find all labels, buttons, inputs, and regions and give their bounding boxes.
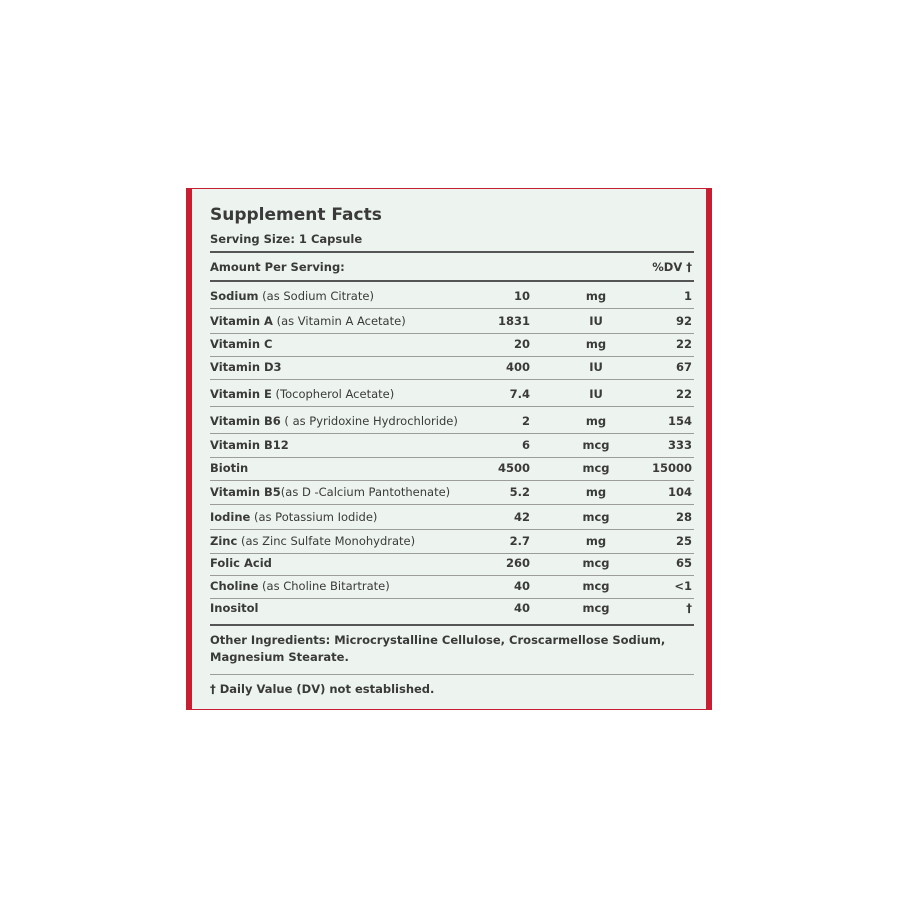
amount-header-row (210, 260, 694, 274)
nutrient-amount: 2 (521, 414, 530, 428)
nutrient-unit: mg (585, 534, 607, 548)
nutrient-name (210, 579, 390, 593)
nutrient-name (210, 314, 406, 328)
nutrient-label: Inositol (210, 601, 259, 615)
nutrient-amount: 7.4 (509, 387, 530, 401)
nutrient-daily-value: 22 (675, 387, 692, 401)
nutrient-name (210, 414, 458, 428)
nutrient-name (210, 485, 450, 499)
nutrient-unit: mcg (582, 556, 610, 570)
nutrient-label: Zinc (210, 534, 238, 548)
nutrient-name (210, 601, 259, 615)
nutrient-amount: 40 (513, 579, 530, 593)
nutrient-label: Vitamin B5 (210, 485, 281, 499)
dv-header-label: %DV † (652, 260, 692, 274)
nutrient-unit: mg (585, 485, 607, 499)
nutrient-amount: 40 (513, 601, 530, 615)
nutrient-daily-value: 104 (667, 485, 692, 499)
dv-footnote: † Daily Value (DV) not established. (210, 682, 435, 696)
nutrient-name (210, 534, 415, 548)
nutrient-name (210, 510, 377, 524)
nutrient-unit: IU (589, 387, 603, 401)
nutrient-source-note: (as Zinc Sulfate Monohydrate) (237, 534, 416, 548)
nutrient-label: Vitamin E (210, 387, 272, 401)
nutrient-daily-value: 28 (675, 510, 692, 524)
nutrient-source-note: (as Vitamin A Acetate) (272, 314, 406, 328)
nutrient-label: Folic Acid (210, 556, 272, 570)
nutrient-amount: 5.2 (509, 485, 530, 499)
serving-size: Serving Size: 1 Capsule (210, 232, 363, 246)
nutrient-daily-value: 67 (675, 360, 692, 374)
nutrient-amount: 20 (513, 337, 530, 351)
nutrient-source-note: ( as Pyridoxine Hydrochloride) (280, 414, 458, 428)
nutrient-unit: IU (589, 360, 603, 374)
nutrient-amount: 6 (521, 438, 530, 452)
table-row (210, 506, 694, 530)
nutrient-unit: mg (585, 289, 607, 303)
header-bottom-rule (210, 280, 694, 282)
table-row (210, 285, 694, 309)
nutrient-amount: 10 (513, 289, 530, 303)
nutrient-source-note: (as Sodium Citrate) (258, 289, 374, 303)
table-row (210, 481, 694, 505)
nutrient-daily-value: 154 (667, 414, 692, 428)
table-row (210, 310, 694, 334)
nutrient-daily-value: 15000 (651, 461, 692, 475)
nutrient-name (210, 438, 289, 452)
nutrient-unit: mcg (582, 579, 610, 593)
nutrient-unit: IU (589, 314, 603, 328)
nutrient-unit: mcg (582, 601, 610, 615)
other-ingredients: Other Ingredients: Microcrystalline Cellulose, Croscarmellose Sodium, Magnesium Stearate. (210, 633, 666, 664)
nutrient-label: Vitamin D3 (210, 360, 282, 374)
nutrient-unit: mg (585, 414, 607, 428)
nutrient-daily-value: 1 (683, 289, 692, 303)
nutrient-amount: 260 (505, 556, 530, 570)
table-row (210, 530, 694, 554)
row-divider (210, 504, 694, 505)
table-row (210, 597, 694, 621)
table-row (210, 410, 694, 434)
footnote-rule (210, 674, 694, 675)
nutrient-unit: mcg (582, 461, 610, 475)
nutrient-source-note: (as Choline Bitartrate) (258, 579, 390, 593)
nutrient-label: Biotin (210, 461, 249, 475)
amount-per-serving-label: Amount Per Serving: (210, 260, 345, 274)
nutrient-amount: 2.7 (509, 534, 530, 548)
row-divider (210, 379, 694, 380)
nutrient-name (210, 387, 394, 401)
nutrient-label: Vitamin A (210, 314, 273, 328)
table-row (210, 383, 694, 407)
nutrient-amount: 1831 (497, 314, 530, 328)
nutrient-daily-value: <1 (674, 579, 692, 593)
table-row (210, 457, 694, 481)
nutrient-daily-value: 22 (675, 337, 692, 351)
nutrient-source-note: (Tocopherol Acetate) (271, 387, 395, 401)
nutrient-label: Iodine (210, 510, 251, 524)
nutrient-daily-value: 25 (675, 534, 692, 548)
nutrient-source-note: (as Potassium Iodide) (250, 510, 378, 524)
nutrient-daily-value: † (686, 601, 692, 615)
nutrient-name (210, 289, 374, 303)
nutrient-label: Vitamin B6 (210, 414, 281, 428)
nutrient-source-note: (as D -Calcium Pantothenate) (280, 485, 451, 499)
header-top-rule (210, 251, 694, 253)
nutrient-unit: mcg (582, 510, 610, 524)
nutrient-amount: 400 (505, 360, 530, 374)
nutrient-label: Vitamin C (210, 337, 273, 351)
nutrient-label: Choline (210, 579, 259, 593)
nutrient-daily-value: 92 (675, 314, 692, 328)
table-row (210, 575, 694, 599)
supplement-facts-panel (186, 188, 712, 710)
nutrient-unit: mcg (582, 438, 610, 452)
nutrient-label: Vitamin B12 (210, 438, 289, 452)
row-divider (210, 406, 694, 407)
nutrient-name (210, 556, 272, 570)
nutrient-amount: 42 (513, 510, 530, 524)
panel-title: Supplement Facts (210, 205, 382, 225)
table-bottom-rule (210, 624, 694, 626)
table-row (210, 333, 694, 357)
nutrient-daily-value: 333 (667, 438, 692, 452)
nutrient-amount: 4500 (497, 461, 530, 475)
nutrient-name (210, 461, 248, 475)
table-row (210, 552, 694, 576)
table-row (210, 434, 694, 458)
nutrient-name (210, 337, 272, 351)
nutrient-name (210, 360, 282, 374)
row-divider (210, 308, 694, 309)
nutrient-unit: mg (585, 337, 607, 351)
table-row (210, 356, 694, 380)
nutrient-daily-value: 65 (675, 556, 692, 570)
nutrient-label: Sodium (210, 289, 259, 303)
